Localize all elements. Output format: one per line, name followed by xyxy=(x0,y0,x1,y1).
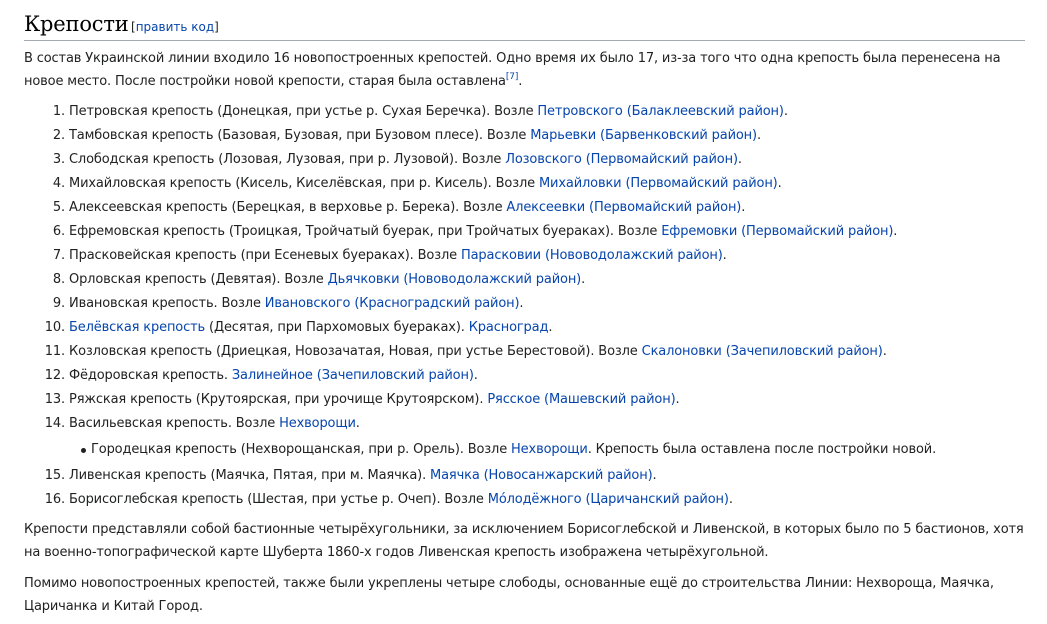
location-link[interactable]: Михайловки (Первомайский район) xyxy=(538,176,778,191)
list-number: 10. xyxy=(44,320,65,335)
list-number: 1. xyxy=(52,104,65,119)
section-heading xyxy=(24,10,1025,41)
list-item-text xyxy=(69,292,523,316)
list-item xyxy=(24,100,1024,124)
fortress-name: Ефремовская крепость xyxy=(69,224,225,239)
fortress-name: Козловская крепость xyxy=(69,344,213,359)
fortress-desc: (при Есеневых буераках). Возле xyxy=(236,248,461,263)
list-number: 6. xyxy=(52,224,65,239)
punct: . xyxy=(893,224,898,239)
fortress-desc: (Кисель, Киселёвская, при р. Кисель). Возле xyxy=(231,176,539,191)
list-item xyxy=(24,292,1024,316)
list-item xyxy=(24,388,1024,412)
fortress-desc: (Донецкая, при устье р. Сухая Беречка). Возле xyxy=(213,104,538,119)
fortress-desc: (Берецкая, в верховье р. Берека). Возле xyxy=(227,200,507,215)
reference-7[interactable]: [7] xyxy=(505,72,519,82)
fortress-desc: (Шестая, при устье р. Очеп). Возле xyxy=(243,492,488,507)
list-item-text xyxy=(69,220,897,244)
location-link[interactable]: Парасковии (Нововодолажский район) xyxy=(460,248,723,263)
fortress-desc: (Маячка, Пятая, при м. Маячка). xyxy=(206,468,431,483)
fortress-name: Тамбовская крепость xyxy=(69,128,214,143)
list-item-text xyxy=(69,316,552,340)
list-item-text xyxy=(69,388,679,412)
list-number: 12. xyxy=(44,368,65,383)
list-item-text xyxy=(69,412,360,436)
paragraph-bastions: Крепости представляли собой бастионные четырёхугольники, за исключением Борисоглебской и Ливенской, в которых было по 5 бастионов, хотя на военно-топографической карте Шуберта 1860-х годов Ливенская крепость изображена четырёхугольной. xyxy=(24,522,1024,560)
fortress-desc: . xyxy=(223,368,232,383)
list-number: 14. xyxy=(44,416,65,431)
punct: . xyxy=(722,248,727,263)
fortress-link[interactable]: Белёвская крепость xyxy=(69,320,206,335)
fortress-name: Алексеевская крепость xyxy=(69,200,228,215)
location-link[interactable]: Красноград xyxy=(468,320,549,335)
list-item xyxy=(24,488,1024,512)
list-item-text xyxy=(69,172,782,196)
location-link[interactable]: Мóлодёжного (Царичанский район) xyxy=(487,492,729,507)
list-number: 5. xyxy=(52,200,65,215)
location-link[interactable]: Рясское (Машевский район) xyxy=(487,392,676,407)
list-item xyxy=(24,340,1024,364)
list-item-text xyxy=(69,148,742,172)
list-item-text xyxy=(69,124,761,148)
fortress-name: Прасковейская крепость xyxy=(69,248,237,263)
fortress-name: Васильевская крепость xyxy=(69,416,228,431)
list-item-text xyxy=(69,196,745,220)
punct: . xyxy=(519,296,524,311)
list-item-text xyxy=(69,268,585,292)
location-link[interactable]: Ивановского (Красноградский район) xyxy=(264,296,520,311)
list-item xyxy=(24,124,1024,148)
list-number: 15. xyxy=(44,468,65,483)
fortress-name: Ивановская крепость xyxy=(69,296,214,311)
fortress-name: Ряжская крепость xyxy=(69,392,192,407)
list-number: 7. xyxy=(52,248,65,263)
edit-source-link[interactable]: править код xyxy=(135,20,215,34)
list-number: 16. xyxy=(44,492,65,507)
list-item xyxy=(24,148,1024,172)
fortress-name: Фёдоровская крепость xyxy=(69,368,224,383)
punct: . xyxy=(737,152,742,167)
fortress-name: Петровская крепость xyxy=(69,104,214,119)
list-number: 13. xyxy=(44,392,65,407)
list-item-text xyxy=(69,464,656,488)
fortress-desc: . Возле xyxy=(213,296,265,311)
paragraph-slobodas: Помимо новопостроенных крепостей, также были укреплены четыре слободы, основанные ещё до строительства Линии: Нехвороща, Маячка, Царичанка и Китай Город. xyxy=(24,576,994,614)
location-link[interactable]: Ефремовки (Первомайский район) xyxy=(661,224,894,239)
location-link[interactable]: Алексеевки (Первомайский район) xyxy=(506,200,742,215)
list-number: 11. xyxy=(44,344,65,359)
punct: . xyxy=(355,416,360,431)
location-link[interactable]: Петровского (Балаклеевский район) xyxy=(537,104,784,119)
fortress-desc: (Десятая, при Пархомовых буераках). xyxy=(205,320,469,335)
list-item-text xyxy=(69,244,727,268)
list-item-text xyxy=(69,364,478,388)
list-item xyxy=(24,464,1024,488)
punct: . xyxy=(882,344,887,359)
fortress-desc: (Дриецкая, Новозачатая, Новая, при устье Берестовой). Возле xyxy=(212,344,642,359)
fortress-name: Орловская крепость xyxy=(69,272,207,287)
location-link[interactable]: Лозовского (Первомайский район) xyxy=(505,152,738,167)
bullet-icon xyxy=(81,448,86,453)
list-item xyxy=(24,196,1024,220)
sub-list-item xyxy=(24,438,1024,462)
sub-item-end: . Крепость была оставлена после постройки новой. xyxy=(587,442,937,457)
edit-section: [править код] xyxy=(131,20,219,34)
list-item xyxy=(24,244,1024,268)
location-link[interactable]: Маячка (Новосанжарский район) xyxy=(430,468,653,483)
fortress-desc: (Лозовая, Лузовая, при р. Лузовой). Возле xyxy=(214,152,506,167)
intro-paragraph: В состав Украинской линии входило 16 новопостроенных крепостей. Одно время их было 17, из-за того что одна крепость была перенесена на новое место. После постройки новой крепости, старая была оставлена[7]. xyxy=(24,51,1001,89)
fortress-name: Ливенская крепость xyxy=(69,468,207,483)
list-item xyxy=(24,268,1024,292)
fortress-desc: . Возле xyxy=(227,416,280,431)
punct: . xyxy=(581,272,586,287)
location-link[interactable]: Залинейное (Зачепиловский район) xyxy=(231,368,474,383)
fortress-desc: (Троицкая, Тройчатый буерак, при Тройчатых буераках). Возле xyxy=(224,224,662,239)
punct: . xyxy=(473,368,478,383)
sub-item-desc: Городецкая крепость (Нехворощанская, при р. Орель). Возле xyxy=(91,442,512,457)
list-number: 4. xyxy=(52,176,65,191)
fortress-desc: (Базовая, Бузовая, при Бузовом плесе). Возле xyxy=(213,128,531,143)
list-item xyxy=(24,316,1024,340)
location-link[interactable]: Дьячковки (Нововодолажский район) xyxy=(327,272,582,287)
punct: . xyxy=(741,200,746,215)
list-item xyxy=(24,364,1024,388)
fortress-desc: (Девятая). Возле xyxy=(206,272,328,287)
fortress-desc: (Крутоярская, при урочище Крутоярском). xyxy=(191,392,488,407)
punct: . xyxy=(777,176,782,191)
location-link[interactable]: Нехворощи xyxy=(511,442,588,457)
list-item xyxy=(24,220,1024,244)
list-item xyxy=(24,172,1024,196)
punct: . xyxy=(756,128,761,143)
list-number: 8. xyxy=(52,272,65,287)
section-title: Крепости xyxy=(24,12,129,36)
list-item-text xyxy=(69,340,887,364)
list-number: 9. xyxy=(52,296,65,311)
punct: . xyxy=(652,468,657,483)
location-link[interactable]: Скалоновки (Зачепиловский район) xyxy=(641,344,883,359)
location-link[interactable]: Нехворощи xyxy=(279,416,356,431)
punct: . xyxy=(675,392,680,407)
punct: . xyxy=(728,492,733,507)
list-number: 3. xyxy=(52,152,65,167)
punct: . xyxy=(783,104,788,119)
punct: . xyxy=(548,320,553,335)
sub-item-text xyxy=(91,438,936,462)
fortress-name: Борисоглебская крепость xyxy=(69,492,244,507)
location-link[interactable]: Марьевки (Барвенковский район) xyxy=(530,128,757,143)
list-number: 2. xyxy=(52,128,65,143)
list-item xyxy=(24,412,1024,436)
fortress-name: Михайловская крепость xyxy=(69,176,232,191)
list-item-text xyxy=(69,100,788,124)
list-item-text xyxy=(69,488,733,512)
fortress-name: Слободская крепость xyxy=(69,152,215,167)
